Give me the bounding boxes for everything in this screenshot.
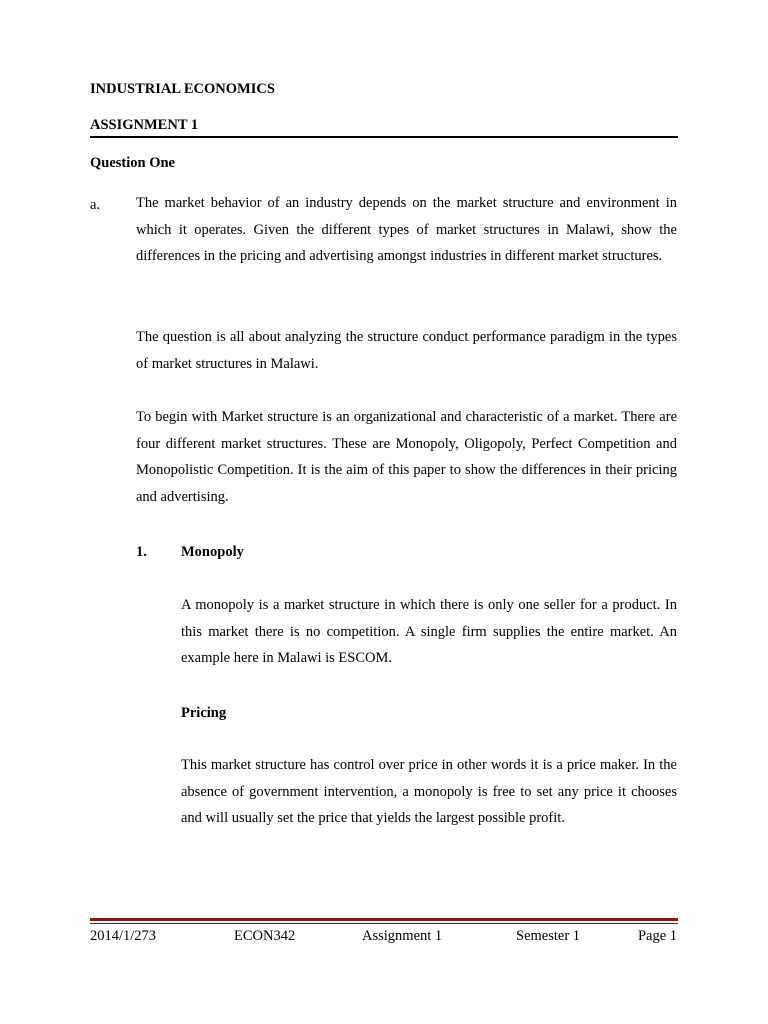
section-heading-monopoly: Monopoly [181,544,244,560]
question-heading: Question One [90,155,175,171]
monopoly-definition: A monopoly is a market structure in which there is only one seller for a product. In this market there is no competition. A single firm supplies the entire market. An example here in Malawi is ESCOM. [181,597,677,667]
question-prompt: The market behavior of an industry depends on the market structure and environment in which it operates. Given the different types of market structures in Malawi, show the differences in the pricing and advertising amongst industries in different market structures. [136,195,677,265]
document-title: INDUSTRIAL ECONOMICS [90,81,275,97]
assignment-title: ASSIGNMENT 1 [90,117,199,133]
footer-divider-thin [90,923,678,924]
footer-divider-thick [90,918,678,921]
section-number: 1. [136,544,147,560]
intro-paragraph: The question is all about analyzing the structure conduct performance paradigm in the types of market structures in Malawi. [136,329,677,372]
header-divider [90,136,678,138]
footer-course-code: ECON342 [234,928,296,944]
pricing-heading: Pricing [181,705,227,721]
footer-student-id: 2014/1/273 [90,928,157,944]
item-label-a: a. [90,197,101,213]
pricing-paragraph: This market structure has control over price in other words it is a price maker. In the absence of government intervention, a monopoly is free to set any price it chooses and will usually set the price that yields the largest possible profit. [181,757,677,827]
footer-assignment: Assignment 1 [362,928,443,944]
footer-page-number: Page 1 [637,928,677,944]
footer-semester: Semester 1 [516,928,581,944]
market-structures-paragraph: To begin with Market structure is an organizational and characteristic of a market. There are four different market structures. These are Monopoly, Oligopoly, Perfect Competition and Monopolistic Competition. It is the aim of this paper to show the differences in their pricing and advertising. [136,409,677,506]
